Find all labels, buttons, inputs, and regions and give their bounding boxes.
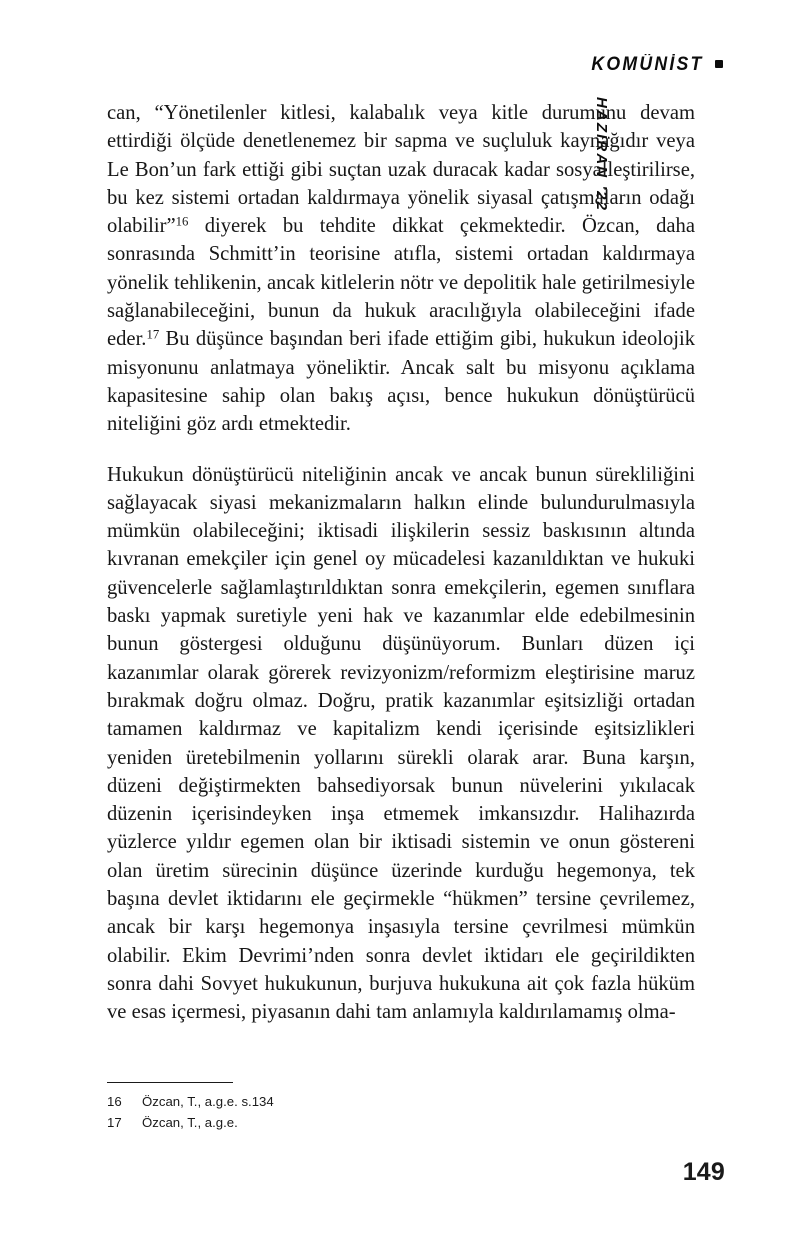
footnote-number: 17: [107, 1114, 122, 1130]
square-bullet-icon: [715, 60, 723, 68]
footnote-reference-17[interactable]: 17: [146, 327, 160, 342]
paragraph-1-segment-c: Bu düşünce başından beri ifade ettiğim gibi, hukukun ideolojik misyonunu anlatmaya yöneliktir. Ancak salt bu misyonu açıklama kapasitesine sahip olan bakış açısı, bence hukukun dönüştürücü niteliğini göz ardı etmektedir.: [107, 328, 695, 436]
running-header: [583, 54, 723, 76]
footnote-text: Özcan, T., a.g.e.: [142, 1114, 238, 1130]
paragraph-2: Hukukun dönüştürücü niteliğinin ancak ve ancak bunun sürekliliğini sağlayacak siyasi mekanizmaların halkın elinde bulundurulmasıyla mümkün olabileceğini; iktisadi ilişkilerin sessiz baskısının altında kıvranan emekçiler için genel oy mücadelesi kazanıldıktan ve hukuki güvencelerle sağlamlaştırıldıktan sonra emekçilerin, egemen sınıflara baskı yapmak suretiyle yeni hak ve kazanımlar elde edebilmesinin bunun göstergesi olduğunu düşünüyorum. Bunları düzen içi kazanımlar olarak görerek revizyonizm/reformizm eleştirisine maruz bırakmak doğru olmaz. Doğru, pratik kazanımlar eşitsizliği ortadan tamamen kaldırmaz ve kapitalizm kendi içerisinde eşitsizlikleri yeniden üretebilmenin yollarını sürekli olarak arar. Buna karşın, düzeni değiştirmekten bahsediyorsak bunun nüvelerini yıkılacak düzenin içerisindeyken inşa etmemek imkansızdır. Halihazırda yüzlerce yıldır egemen olan bir iktisadi sistemin ve onun göstereni olan üretim sürecinin düşünce üzerinde kurduğu hegemonya, tek başına devlet iktidarını ele geçirmekle “hükmen” tersine çevrilemez, ancak bir karşı hegemonya inşasıyla tersine çevrilmesi mümkün olabilir. Ekim Devrimi’nden sonra devlet iktidarı ele geçirildikten sonra dahi Sovyet hukukunun, burjuva hukukuna ait çok fazla hüküm ve esas içermesi, piyasanın dahi tam anlamıyla kaldırılamamış olma-: [107, 463, 695, 1024]
page-number: 149: [682, 1158, 725, 1186]
footnote-number: 16: [107, 1094, 122, 1110]
footnote-item: [107, 1113, 695, 1134]
footnote-reference-16[interactable]: 16: [175, 214, 189, 229]
paragraph-1: [107, 99, 695, 439]
footnote-block: [107, 1082, 695, 1133]
paragraph-1-segment-b: diyerek bu tehdite dikkat çekmektedir. Özcan, daha sonrasında Schmitt’in teorisine atıfla, sistemi ortadan kaldırmaya yönelik tehlikenin, ancak kitlelerin nötr ve depolitik hale getirilmesiyle sağlanabileceğini, bunun da hukuk aracılığıyla olabileceğini ifade eder.: [107, 215, 695, 351]
footnote-separator-rule: [107, 1082, 233, 1083]
paragraph-1-segment-a: can, “Yönetilenler kitlesi, kalabalık veya kitle durumunu devam ettirdiği ölçüde denetlenemez bir sapma ve suçluluk kaynağıdır veya Le Bon’un fark ettiği gibi suçtan uzak duracak kadar sosyalleştirilirse, bu kez sistemi ortadan kaldırmaya yönelik siyasal çatışmaların odağı olabilir”: [107, 102, 695, 238]
footnote-item: [107, 1092, 695, 1113]
body-text-column: [107, 99, 695, 1027]
footnote-text: Özcan, T., a.g.e. s.134: [142, 1094, 274, 1110]
issue-date-vertical: HAZİRAN '22: [593, 97, 610, 213]
publication-title: KOMÜNİST: [591, 54, 704, 75]
